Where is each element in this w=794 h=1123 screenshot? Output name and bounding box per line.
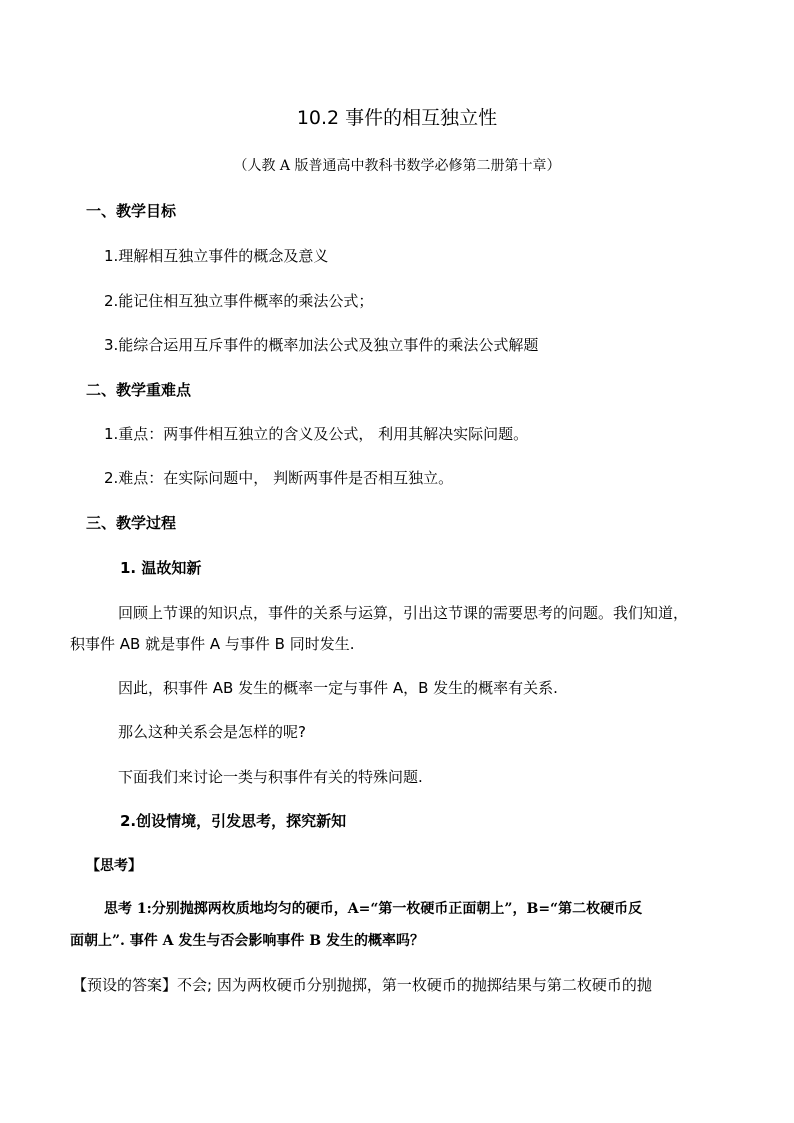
section-heading-objectives: 一、教学目标 (86, 202, 177, 220)
document-subtitle: （人教 A 版普通高中教科书数学必修第二册第十章） (233, 158, 561, 174)
key-point-item-1: 1.重点：两事件相互独立的含义及公式， 利用其解决实际问题。 (104, 425, 529, 443)
paragraph-review-line-2: 积事件 AB 就是事件 A 与事件 B 同时发生. (70, 635, 355, 653)
objective-item-3: 3.能综合运用互斥事件的概率加法公式及独立事件的乘法公式解题 (104, 336, 539, 354)
paragraph-question: 那么这种关系会是怎样的呢? (118, 723, 306, 741)
subsection-review: 1. 温故知新 (120, 559, 202, 577)
objective-item-2: 2.能记住相互独立事件概率的乘法公式； (104, 292, 374, 310)
paragraph-review-line-1: 回顾上节课的知识点，事件的关系与运算，引出这节课的需要思考的问题。我们知道， (118, 604, 689, 622)
paragraph-discussion: 下面我们来讨论一类与积事件有关的特殊问题. (118, 768, 423, 786)
preset-answer-line-1: 【预设的答案】不会; 因为两枚硬币分别抛掷，第一枚硬币的抛掷结果与第二枚硬币的抛 (72, 976, 652, 994)
subsection-scenario: 2.创设情境，引发思考，探究新知 (120, 812, 347, 830)
objective-item-1: 1.理解相互独立事件的概念及意义 (104, 247, 329, 265)
think-question-line-2: 面朝上”. 事件 A 发生与否会影响事件 B 发生的概率吗？ (70, 933, 424, 949)
paragraph-relation: 因此，积事件 AB 发生的概率一定与事件 A，B 发生的概率有关系. (118, 679, 558, 697)
key-point-item-2: 2.难点：在实际问题中， 判断两事件是否相互独立。 (104, 469, 454, 487)
document-title: 10.2 事件的相互独立性 (296, 107, 498, 129)
think-label: 【思考】 (86, 858, 142, 874)
section-heading-key-points: 二、教学重难点 (86, 381, 192, 399)
section-heading-process: 三、教学过程 (86, 514, 177, 532)
think-question-line-1: 思考 1:分别抛掷两枚质地均匀的硬币，A=“第一枚硬币正面朝上”，B=“第二枚硬币反 (104, 901, 643, 917)
